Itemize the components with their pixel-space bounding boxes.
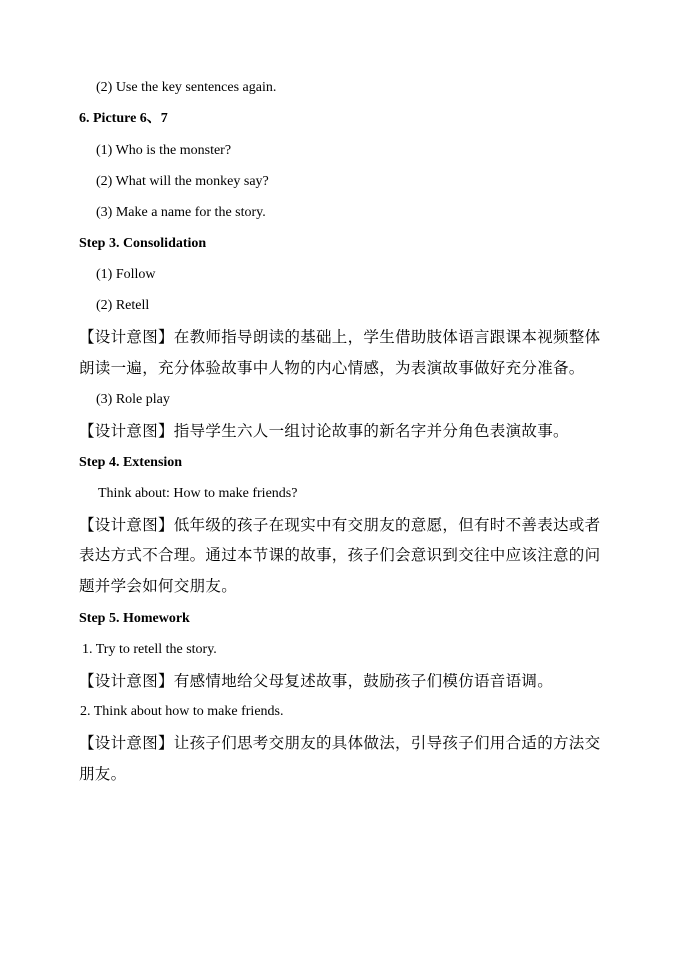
section-heading-picture-6-7: 6. Picture 6、7	[79, 111, 168, 126]
step-item-role-play: (3) Role play	[96, 392, 170, 407]
design-intent-paragraph-5-line-2: 朋友。	[79, 765, 127, 783]
design-intent-paragraph-5-line-1: 【设计意图】让孩子们思考交朋友的具体做法，引导孩子们用合适的方法交	[79, 734, 601, 752]
step-item-use-key-sentences: (2) Use the key sentences again.	[96, 80, 277, 95]
step-item-follow: (1) Follow	[96, 267, 156, 282]
design-intent-paragraph-2: 【设计意图】指导学生六人一组讨论故事的新名字并分角色表演故事。	[79, 422, 569, 440]
design-intent-paragraph-3-line-3: 题并学会如何交朋友。	[79, 577, 238, 595]
homework-item-2: 2. Think about how to make friends.	[80, 704, 284, 719]
question-monkey-say: (2) What will the monkey say?	[96, 174, 269, 189]
design-intent-paragraph-4: 【设计意图】有感情地给父母复述故事，鼓励孩子们模仿语音语调。	[79, 672, 554, 690]
design-intent-paragraph-3-line-1: 【设计意图】低年级的孩子在现实中有交朋友的意愿，但有时不善表达或者	[79, 516, 601, 534]
section-heading-step-5: Step 5. Homework	[79, 611, 190, 626]
design-intent-paragraph-3-line-2: 表达方式不合理。通过本节课的故事，孩子们会意识到交往中应该注意的问	[79, 546, 601, 564]
step-item-retell: (2) Retell	[96, 298, 150, 313]
section-heading-step-3: Step 3. Consolidation	[79, 236, 207, 251]
question-who-is-monster: (1) Who is the monster?	[96, 143, 232, 158]
homework-item-1: 1. Try to retell the story.	[82, 642, 217, 657]
design-intent-paragraph-1-line-1: 【设计意图】在教师指导朗读的基础上，学生借助肢体语言跟课本视频整体	[79, 328, 601, 346]
section-heading-step-4: Step 4. Extension	[79, 455, 183, 470]
question-make-name: (3) Make a name for the story.	[96, 205, 266, 220]
design-intent-paragraph-1-line-2: 朗读一遍，充分体验故事中人物的内心情感，为表演故事做好充分准备。	[79, 359, 585, 377]
extension-think-about: Think about: How to make friends?	[98, 486, 298, 501]
